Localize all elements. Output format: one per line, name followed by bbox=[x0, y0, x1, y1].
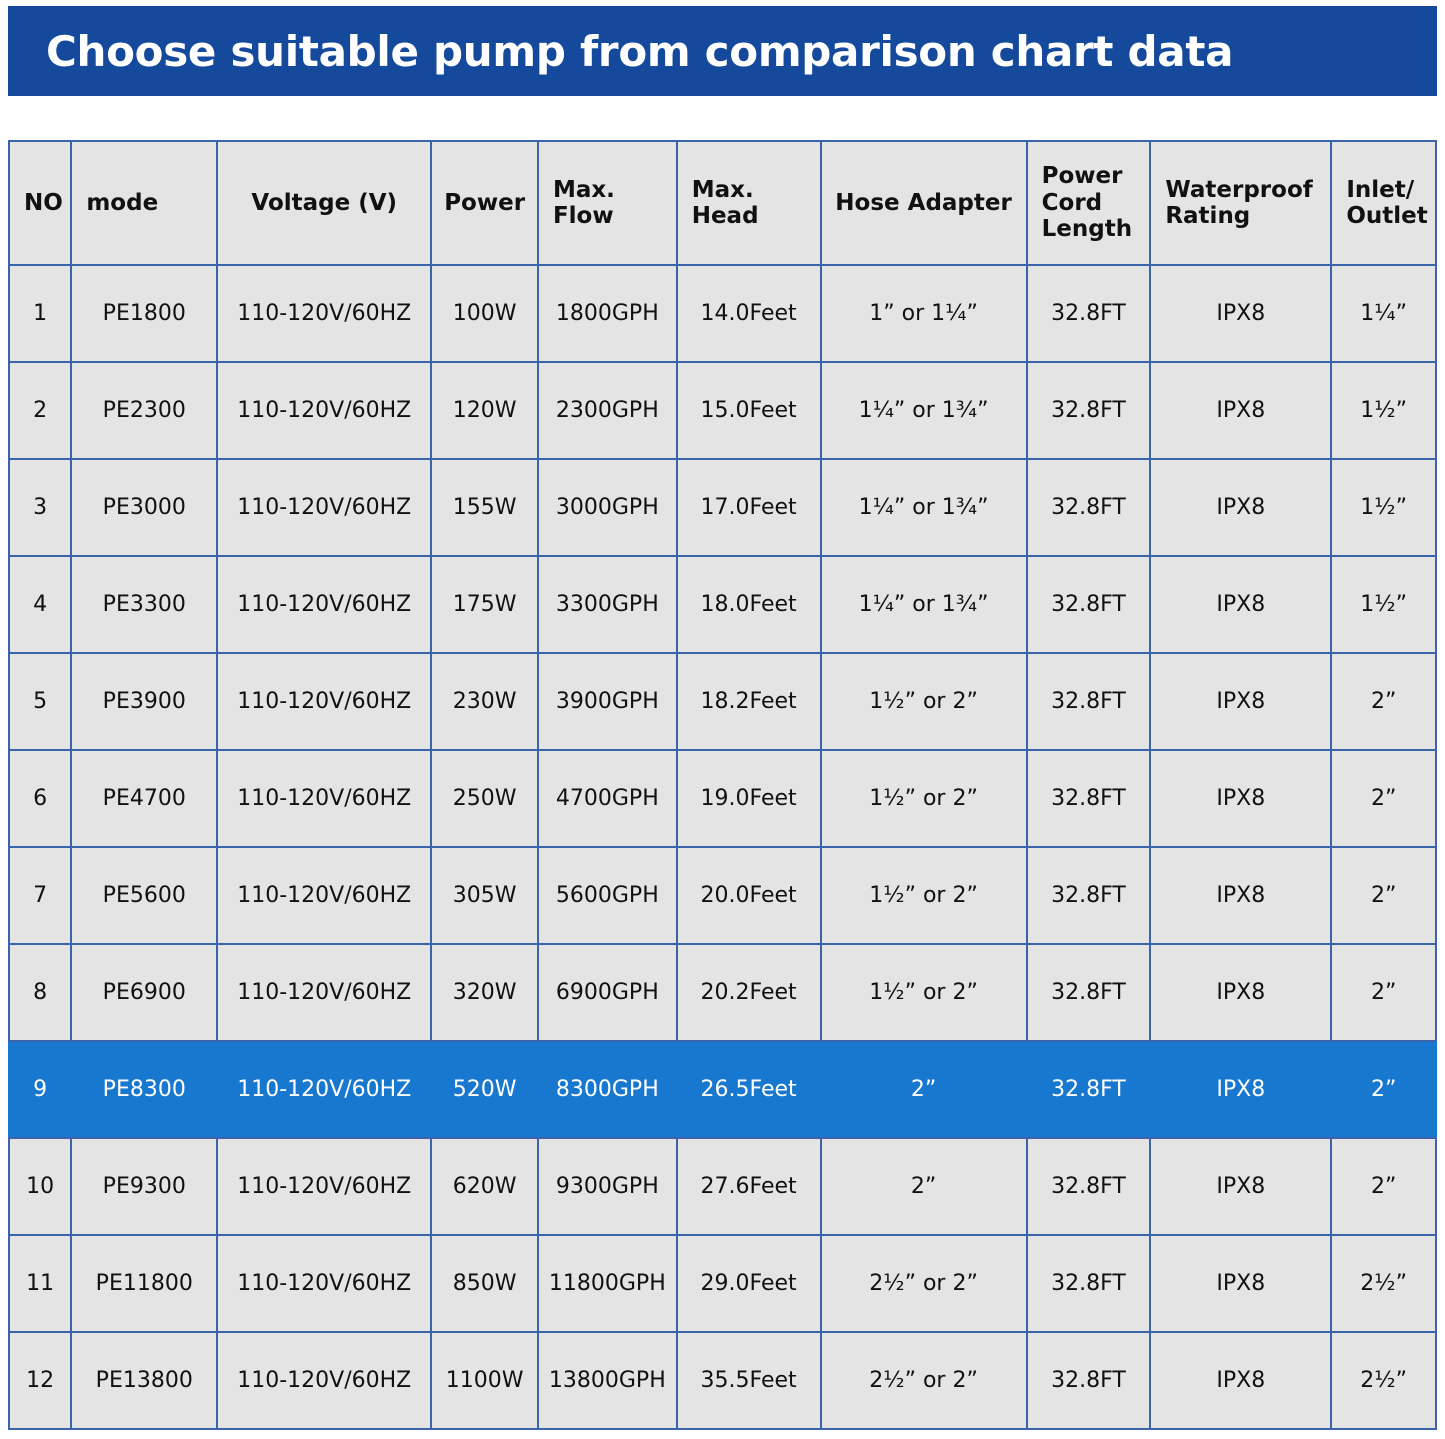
column-header-hose-adapter bbox=[821, 141, 1027, 265]
cell-cord-length: 32.8FT bbox=[1027, 265, 1151, 362]
cell-waterproof: IPX8 bbox=[1150, 653, 1331, 750]
header-label-mode: mode bbox=[86, 189, 159, 216]
table-row[interactable] bbox=[9, 265, 1436, 362]
cell-inlet-outlet: 2½” bbox=[1331, 1332, 1436, 1429]
cell-inlet-outlet: 2” bbox=[1331, 1138, 1436, 1235]
cell-voltage: 110-120V/60HZ bbox=[217, 653, 431, 750]
cell-inlet-outlet: 1½” bbox=[1331, 556, 1436, 653]
cell-max-flow: 2300GPH bbox=[538, 362, 677, 459]
table-row[interactable] bbox=[9, 556, 1436, 653]
table-row[interactable] bbox=[9, 653, 1436, 750]
cell-voltage: 110-120V/60HZ bbox=[217, 1235, 431, 1332]
column-header-mode bbox=[71, 141, 217, 265]
cell-power: 320W bbox=[431, 944, 538, 1041]
cell-max-head: 15.0Feet bbox=[677, 362, 821, 459]
cell-waterproof: IPX8 bbox=[1150, 1332, 1331, 1429]
column-header-inlet-outlet: Inlet/ Outlet bbox=[1331, 141, 1436, 265]
cell-max-head: 14.0Feet bbox=[677, 265, 821, 362]
cell-waterproof: IPX8 bbox=[1150, 1138, 1331, 1235]
cell-voltage: 110-120V/60HZ bbox=[217, 459, 431, 556]
table-head bbox=[9, 141, 1436, 265]
cell-cord-length: 32.8FT bbox=[1027, 1332, 1151, 1429]
table-row[interactable] bbox=[9, 750, 1436, 847]
header-label-power: Power bbox=[444, 189, 526, 216]
header-row bbox=[9, 141, 1436, 265]
cell-max-flow: 3000GPH bbox=[538, 459, 677, 556]
cell-voltage: 110-120V/60HZ bbox=[217, 847, 431, 944]
column-header-no bbox=[9, 141, 71, 265]
cell-waterproof: IPX8 bbox=[1150, 265, 1331, 362]
column-header-cord-length: Power Cord Length bbox=[1027, 141, 1151, 265]
page-title: Choose suitable pump from comparison chart data bbox=[46, 26, 1234, 76]
cell-max-flow: 9300GPH bbox=[538, 1138, 677, 1235]
cell-cord-length: 32.8FT bbox=[1027, 653, 1151, 750]
cell-power: 250W bbox=[431, 750, 538, 847]
table-row-highlighted[interactable] bbox=[9, 1041, 1436, 1138]
cell-power: 620W bbox=[431, 1138, 538, 1235]
cell-no: 11 bbox=[9, 1235, 71, 1332]
cell-mode: PE3000 bbox=[71, 459, 217, 556]
cell-hose-adapter: 1¼” or 1¾” bbox=[821, 459, 1027, 556]
cell-cord-length: 32.8FT bbox=[1027, 1138, 1151, 1235]
cell-inlet-outlet: 2” bbox=[1331, 1041, 1436, 1138]
cell-no: 4 bbox=[9, 556, 71, 653]
table-row[interactable] bbox=[9, 1332, 1436, 1429]
cell-max-flow: 8300GPH bbox=[538, 1041, 677, 1138]
cell-hose-adapter: 1½” or 2” bbox=[821, 750, 1027, 847]
cell-voltage: 110-120V/60HZ bbox=[217, 556, 431, 653]
cell-voltage: 110-120V/60HZ bbox=[217, 750, 431, 847]
cell-power: 230W bbox=[431, 653, 538, 750]
cell-mode: PE2300 bbox=[71, 362, 217, 459]
cell-max-head: 26.5Feet bbox=[677, 1041, 821, 1138]
table-row[interactable] bbox=[9, 362, 1436, 459]
cell-waterproof: IPX8 bbox=[1150, 556, 1331, 653]
header-label-no: NO bbox=[24, 189, 63, 216]
cell-max-flow: 4700GPH bbox=[538, 750, 677, 847]
cell-cord-length: 32.8FT bbox=[1027, 459, 1151, 556]
cell-power: 850W bbox=[431, 1235, 538, 1332]
cell-cord-length: 32.8FT bbox=[1027, 362, 1151, 459]
cell-hose-adapter: 1½” or 2” bbox=[821, 944, 1027, 1041]
header-label-voltage: Voltage (V) bbox=[251, 189, 398, 216]
cell-max-flow: 5600GPH bbox=[538, 847, 677, 944]
cell-mode: PE8300 bbox=[71, 1041, 217, 1138]
cell-hose-adapter: 1¼” or 1¾” bbox=[821, 556, 1027, 653]
cell-no: 1 bbox=[9, 265, 71, 362]
table-row[interactable] bbox=[9, 459, 1436, 556]
cell-cord-length: 32.8FT bbox=[1027, 556, 1151, 653]
cell-max-flow: 3300GPH bbox=[538, 556, 677, 653]
table-row[interactable] bbox=[9, 1235, 1436, 1332]
cell-cord-length: 32.8FT bbox=[1027, 1235, 1151, 1332]
cell-power: 100W bbox=[431, 265, 538, 362]
cell-max-flow: 3900GPH bbox=[538, 653, 677, 750]
cell-waterproof: IPX8 bbox=[1150, 944, 1331, 1041]
cell-waterproof: IPX8 bbox=[1150, 847, 1331, 944]
cell-hose-adapter: 1” or 1¼” bbox=[821, 265, 1027, 362]
cell-no: 5 bbox=[9, 653, 71, 750]
cell-max-flow: 11800GPH bbox=[538, 1235, 677, 1332]
cell-waterproof: IPX8 bbox=[1150, 459, 1331, 556]
cell-power: 155W bbox=[431, 459, 538, 556]
cell-waterproof: IPX8 bbox=[1150, 1041, 1331, 1138]
cell-max-flow: 1800GPH bbox=[538, 265, 677, 362]
cell-hose-adapter: 1½” or 2” bbox=[821, 653, 1027, 750]
column-header-waterproof: Waterproof Rating bbox=[1150, 141, 1331, 265]
cell-max-head: 17.0Feet bbox=[677, 459, 821, 556]
cell-voltage: 110-120V/60HZ bbox=[217, 1332, 431, 1429]
cell-max-head: 20.0Feet bbox=[677, 847, 821, 944]
column-header-voltage bbox=[217, 141, 431, 265]
cell-max-flow: 13800GPH bbox=[538, 1332, 677, 1429]
cell-max-head: 35.5Feet bbox=[677, 1332, 821, 1429]
cell-no: 9 bbox=[9, 1041, 71, 1138]
cell-power: 175W bbox=[431, 556, 538, 653]
cell-cord-length: 32.8FT bbox=[1027, 1041, 1151, 1138]
cell-hose-adapter: 2” bbox=[821, 1138, 1027, 1235]
cell-no: 7 bbox=[9, 847, 71, 944]
cell-mode: PE5600 bbox=[71, 847, 217, 944]
column-header-max-head: Max. Head bbox=[677, 141, 821, 265]
cell-max-head: 27.6Feet bbox=[677, 1138, 821, 1235]
cell-inlet-outlet: 2” bbox=[1331, 653, 1436, 750]
cell-voltage: 110-120V/60HZ bbox=[217, 1041, 431, 1138]
table-body bbox=[9, 265, 1436, 1429]
cell-mode: PE1800 bbox=[71, 265, 217, 362]
cell-mode: PE3300 bbox=[71, 556, 217, 653]
cell-no: 12 bbox=[9, 1332, 71, 1429]
cell-hose-adapter: 1¼” or 1¾” bbox=[821, 362, 1027, 459]
cell-voltage: 110-120V/60HZ bbox=[217, 265, 431, 362]
cell-inlet-outlet: 1½” bbox=[1331, 362, 1436, 459]
cell-power: 305W bbox=[431, 847, 538, 944]
cell-waterproof: IPX8 bbox=[1150, 750, 1331, 847]
cell-max-head: 18.2Feet bbox=[677, 653, 821, 750]
cell-mode: PE4700 bbox=[71, 750, 217, 847]
cell-mode: PE3900 bbox=[71, 653, 217, 750]
cell-voltage: 110-120V/60HZ bbox=[217, 1138, 431, 1235]
cell-power: 520W bbox=[431, 1041, 538, 1138]
cell-inlet-outlet: 2” bbox=[1331, 847, 1436, 944]
table-row[interactable] bbox=[9, 944, 1436, 1041]
cell-hose-adapter: 2½” or 2” bbox=[821, 1235, 1027, 1332]
cell-inlet-outlet: 2” bbox=[1331, 750, 1436, 847]
cell-no: 8 bbox=[9, 944, 71, 1041]
cell-no: 3 bbox=[9, 459, 71, 556]
cell-hose-adapter: 2” bbox=[821, 1041, 1027, 1138]
cell-no: 10 bbox=[9, 1138, 71, 1235]
header-label-hose-adapter: Hose Adapter bbox=[835, 189, 1012, 216]
cell-waterproof: IPX8 bbox=[1150, 362, 1331, 459]
column-header-power bbox=[431, 141, 538, 265]
cell-inlet-outlet: 1¼” bbox=[1331, 265, 1436, 362]
title-banner bbox=[8, 6, 1437, 96]
cell-cord-length: 32.8FT bbox=[1027, 944, 1151, 1041]
cell-inlet-outlet: 2½” bbox=[1331, 1235, 1436, 1332]
cell-max-head: 19.0Feet bbox=[677, 750, 821, 847]
cell-no: 6 bbox=[9, 750, 71, 847]
cell-mode: PE9300 bbox=[71, 1138, 217, 1235]
cell-power: 120W bbox=[431, 362, 538, 459]
table-row[interactable] bbox=[9, 847, 1436, 944]
cell-max-head: 20.2Feet bbox=[677, 944, 821, 1041]
cell-max-flow: 6900GPH bbox=[538, 944, 677, 1041]
cell-max-head: 29.0Feet bbox=[677, 1235, 821, 1332]
cell-waterproof: IPX8 bbox=[1150, 1235, 1331, 1332]
cell-mode: PE11800 bbox=[71, 1235, 217, 1332]
spec-table-container bbox=[8, 140, 1437, 1430]
table-row[interactable] bbox=[9, 1138, 1436, 1235]
cell-voltage: 110-120V/60HZ bbox=[217, 362, 431, 459]
column-header-max-flow: Max. Flow bbox=[538, 141, 677, 265]
pump-comparison-table bbox=[8, 140, 1437, 1430]
cell-no: 2 bbox=[9, 362, 71, 459]
cell-cord-length: 32.8FT bbox=[1027, 750, 1151, 847]
cell-inlet-outlet: 2” bbox=[1331, 944, 1436, 1041]
cell-mode: PE6900 bbox=[71, 944, 217, 1041]
cell-max-head: 18.0Feet bbox=[677, 556, 821, 653]
cell-mode: PE13800 bbox=[71, 1332, 217, 1429]
cell-voltage: 110-120V/60HZ bbox=[217, 944, 431, 1041]
cell-cord-length: 32.8FT bbox=[1027, 847, 1151, 944]
cell-hose-adapter: 2½” or 2” bbox=[821, 1332, 1027, 1429]
cell-inlet-outlet: 1½” bbox=[1331, 459, 1436, 556]
cell-hose-adapter: 1½” or 2” bbox=[821, 847, 1027, 944]
cell-power: 1100W bbox=[431, 1332, 538, 1429]
